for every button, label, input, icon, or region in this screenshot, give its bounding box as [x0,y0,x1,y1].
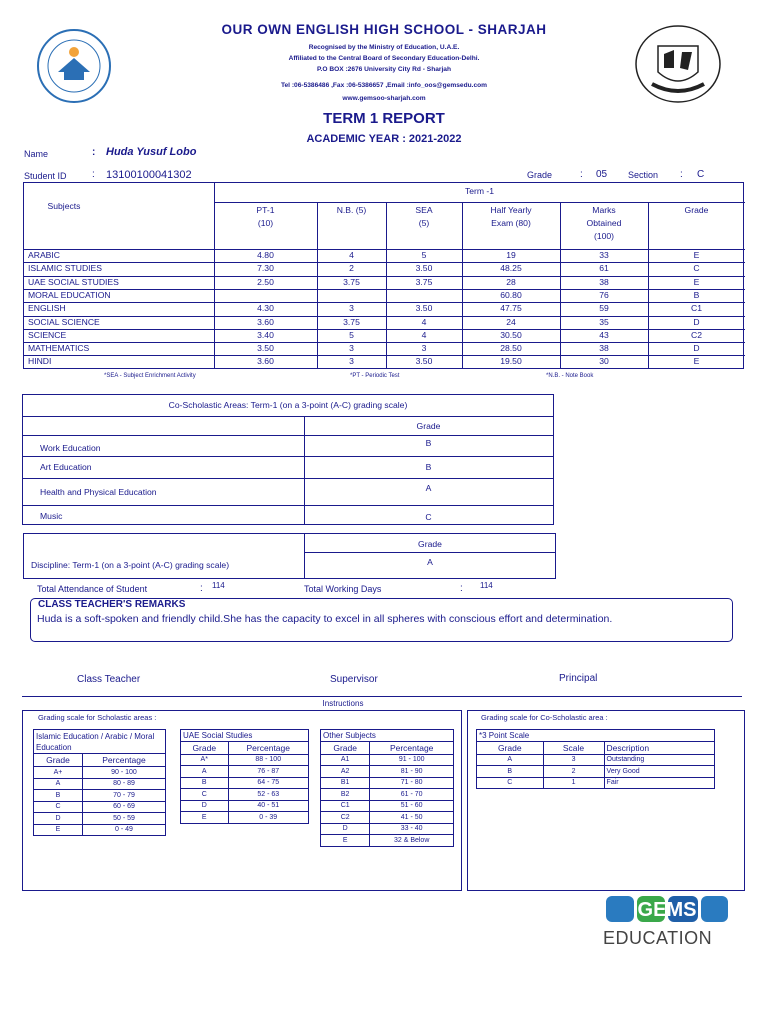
subject-name: ARABIC [28,250,60,260]
cell-hy: 19.50 [500,356,522,367]
gems-logo [604,894,730,924]
table-row [34,801,166,813]
recognised-line: Recognised by the Ministry of Education, U.A.E. [308,44,460,51]
table-row [181,777,309,789]
scholastic-table [23,182,744,369]
table-cell: B1 [321,777,370,789]
table-cell: 70 - 79 [82,790,165,802]
cell-hy: 60.80 [500,289,522,300]
subject-name: MATHEMATICS [28,343,90,354]
discipline-grade: A [427,557,433,567]
co-area-art-education: Art Education [40,462,92,472]
cell-grade: E [693,250,700,260]
other-percentage-header: Percentage [370,741,454,754]
table-cell: Outstanding [604,754,714,766]
table-row [181,800,309,812]
term-header: Term -1 [464,186,495,196]
cell-marks: 43 [599,329,609,340]
table-row [24,249,745,262]
cell-nb: 5 [349,329,354,340]
table-cell: 32 & Below [370,835,454,847]
gems-wordmark: GEMS [637,899,697,921]
co-scholastic-table [22,394,554,525]
student-id: 13100100041302 [106,169,192,181]
table-cell: C [181,789,229,801]
cell-sea: 4 [421,316,427,327]
cell-nb: 3.75 [343,276,360,287]
table-row [34,813,166,825]
other-grade-header: Grade [321,741,370,754]
subject-name: MORAL EDUCATION [28,289,111,300]
table-cell: A [181,766,229,778]
uae-percentage-header: Percentage [228,741,308,754]
cell-sea: 3.50 [415,356,433,367]
islamic-percentage-header: Percentage [82,754,165,767]
working-days-value: 114 [480,581,493,590]
table-row [321,823,454,835]
table-row [24,262,745,275]
cell-nb: 3 [349,303,354,314]
table-cell: A* [181,754,229,766]
table-cell: 3 [543,754,604,766]
table-row [321,777,454,789]
school-name: OUR OWN ENGLISH HIGH SCHOOL - SHARJAH [221,22,547,37]
instructions-divider [22,696,742,697]
table-row [181,812,309,824]
report-title: TERM 1 REPORT [323,110,445,127]
cell-nb: 3.75 [343,316,360,327]
note-sea: *SEA - Subject Enrichment Activity [104,373,196,379]
table-row [24,316,745,329]
scholastic-grading-caption: Grading scale for Scholastic areas : [38,713,157,722]
table-cell: 81 - 90 [370,766,454,778]
attendance-value: 114 [212,581,225,590]
student-grade: 05 [596,169,608,180]
subject-name: SCIENCE [28,329,67,340]
co-grade-health-pe: A [425,483,432,493]
cell-pt: 4.80 [257,250,274,260]
cell-nb: 2 [349,263,354,274]
table-row [34,790,166,802]
table-cell: 41 - 50 [370,812,454,824]
student-section: C [697,169,705,180]
cell-grade: B [693,289,700,300]
table-row [24,302,745,315]
table-cell: 61 - 70 [370,789,454,801]
cell-marks: 59 [599,303,609,314]
note-pt: *PT - Periodic Test [350,373,400,379]
table-cell: C [477,777,544,789]
tp-scale-header: Scale [543,741,604,754]
working-days-colon: : [460,583,463,594]
cell-marks: 33 [599,250,609,260]
table-row [24,289,745,302]
cell-hy: 24 [506,316,516,327]
cell-pt: 2.50 [257,276,274,287]
affiliated-line: Affiliated to the Central Board of Secondary Education-Delhi. [288,55,480,62]
table-cell: C [34,801,83,813]
attendance-colon: : [200,583,203,594]
cell-grade: C1 [691,303,702,314]
working-days-label: Total Working Days [304,584,382,594]
table-cell: E [181,812,229,824]
table-cell: 33 - 40 [370,823,454,835]
table-cell: 1 [543,777,604,789]
gems-education-text: EDUCATION [603,928,713,948]
col-grade-header: Grade [684,205,709,215]
table-cell: A1 [321,754,370,766]
table-cell: 50 - 59 [82,813,165,825]
cell-nb: 4 [349,250,354,260]
discipline-grade-header: Grade [418,539,442,549]
islamic-grading-table [33,729,166,836]
table-cell: A [477,754,544,766]
cell-pt: 3.50 [257,343,274,354]
subject-name: ENGLISH [28,303,66,314]
table-cell: E [321,835,370,847]
table-cell: D [34,813,83,825]
table-cell: B [34,790,83,802]
uae-grading-title: UAE Social Studies [181,730,309,742]
name-label: Name [24,149,49,159]
table-cell: 91 - 100 [370,754,454,766]
cell-nb: 3 [349,356,354,367]
cell-grade: E [693,356,700,367]
cell-hy: 19 [506,250,516,260]
table-cell: 40 - 51 [228,800,308,812]
table-cell: 88 - 100 [228,754,308,766]
table-row [181,754,309,766]
cell-grade: E [693,276,700,287]
remarks-title: CLASS TEACHER'S REMARKS [38,599,186,610]
table-row [24,329,745,342]
table-row [24,355,745,368]
cell-sea: 5 [421,250,427,260]
cell-hy: 48.25 [500,263,522,274]
col-sea-header: SEA (5) [415,205,433,228]
grade-label: Grade [527,170,553,180]
subjects-header: Subjects [47,201,81,211]
table-row [477,754,715,766]
table-row [477,777,715,789]
cell-grade: D [693,343,700,354]
section-colon: : [680,169,683,180]
cell-nb: 3 [349,343,354,354]
student-name: Huda Yusuf Lobo [106,146,197,158]
table-cell: A [34,778,83,790]
table-cell: 2 [543,766,604,778]
cell-pt: 3.60 [257,316,274,327]
table-row [34,767,166,779]
table-cell: 51 - 60 [370,800,454,812]
website-line: www.gemsoo-sharjah.com [342,95,426,102]
table-cell: 0 - 49 [82,824,165,836]
cell-grade: C2 [691,329,702,340]
table-cell: Very Good [604,766,714,778]
principal-signature: Principal [559,673,598,684]
table-row [321,789,454,801]
cell-pt: 3.60 [257,356,274,367]
table-cell: 60 - 69 [82,801,165,813]
discipline-table [23,533,556,579]
cell-grade: C [693,263,700,274]
cell-hy: 30.50 [500,329,522,340]
subject-name: SOCIAL SCIENCE [28,316,100,327]
table-row [24,342,745,355]
cell-sea: 3.75 [415,276,433,287]
instructions-title: Instructions [322,699,364,708]
table-row [24,276,745,289]
tp-description-header: Description [604,741,714,754]
cell-marks: 38 [599,343,609,354]
table-row [321,835,454,847]
co-grade-art-education: B [425,462,432,472]
discipline-label: Discipline: Term-1 (on a 3-point (A-C) grading scale) [31,560,230,570]
table-cell: C2 [321,812,370,824]
subject-name: HINDI [28,356,52,367]
cell-marks: 35 [599,316,609,327]
table-cell: B [477,766,544,778]
attendance-label: Total Attendance of Student [37,584,148,594]
table-cell: D [321,823,370,835]
cell-sea: 4 [421,329,427,340]
table-row [321,754,454,766]
table-cell: 0 - 39 [228,812,308,824]
class-teacher-signature: Class Teacher [77,674,141,685]
col-half-yearly-header: Half Yearly Exam (80) [490,205,532,228]
table-row [181,766,309,778]
table-cell: 64 - 75 [228,777,308,789]
table-cell: E [34,824,83,836]
cell-hy: 47.75 [500,303,522,314]
co-scholastic-title: Co-Scholastic Areas: Term-1 (on a 3-point (A-C) grading scale) [168,400,408,410]
uae-grade-header: Grade [181,741,229,754]
table-cell: C1 [321,800,370,812]
section-label: Section [628,170,659,180]
co-area-health-pe: Health and Physical Education [40,487,157,497]
islamic-grade-header: Grade [34,754,83,767]
co-area-music: Music [40,511,63,521]
cell-marks: 30 [599,356,609,367]
cell-grade: D [693,316,700,327]
subject-name: ISLAMIC STUDIES [28,263,103,274]
table-row [321,812,454,824]
co-grade-music: C [425,512,432,522]
table-cell: B2 [321,789,370,801]
other-grading-table [320,729,454,847]
col-nb-header: N.B. (5) [336,205,367,215]
cell-marks: 76 [599,289,609,300]
cell-sea: 3.50 [415,263,433,274]
cell-sea: 3.50 [415,303,433,314]
tp-grade-header: Grade [477,741,544,754]
remarks-text: Huda is a soft-spoken and friendly child.She has the capacity to excel in all spheres with conscious effort and determination. [37,613,613,625]
table-cell: A+ [34,767,83,779]
table-cell: 76 - 87 [228,766,308,778]
islamic-grading-title: Islamic Education / Arabic / Moral Education [34,730,166,754]
student-id-label: Student ID [24,171,67,181]
table-row [321,766,454,778]
name-colon: : [92,147,96,158]
three-point-table [476,729,715,789]
co-area-work-education: Work Education [40,443,101,453]
supervisor-signature: Supervisor [330,674,378,685]
id-colon: : [92,169,95,180]
cell-pt: 3.40 [257,329,274,340]
co-grading-caption: Grading scale for Co-Scholastic area : [481,713,608,722]
cell-pt: 7.30 [257,263,274,274]
table-cell: 80 - 89 [82,778,165,790]
po-box-line: P.O BOX :2676 University City Rd - Sharjah [317,66,451,73]
table-row [34,778,166,790]
cell-marks: 38 [599,276,609,287]
co-grade-work-education: B [425,438,432,448]
cell-pt: 4.30 [257,303,274,314]
table-row [477,766,715,778]
table-row [34,824,166,836]
subject-name: UAE SOCIAL STUDIES [28,276,119,287]
three-point-title: *3 Point Scale [477,730,715,742]
col-marks-header: Marks Obtained (100) [586,205,622,241]
col-pt1-header: PT-1 (10) [256,205,275,228]
cell-hy: 28 [506,276,516,287]
academic-year: ACADEMIC YEAR : 2021-2022 [306,133,462,145]
co-grade-header: Grade [416,421,441,431]
table-row [321,800,454,812]
grade-colon: : [580,169,583,180]
table-cell: 90 - 100 [82,767,165,779]
cell-hy: 28.50 [500,343,522,354]
table-cell: 71 - 80 [370,777,454,789]
table-cell: D [181,800,229,812]
table-cell: Fair [604,777,714,789]
table-cell: B [181,777,229,789]
table-cell: 52 - 63 [228,789,308,801]
contact-line: Tel :06-5386486 ,Fax :06-5386657 ,Email :info_oos@gemsedu.com [280,82,488,89]
other-grading-title: Other Subjects [321,730,454,742]
note-nb: *N.B. - Note Book [546,373,594,379]
table-row [181,789,309,801]
cell-marks: 61 [599,263,609,274]
uae-grading-table [180,729,309,824]
cell-sea: 3 [421,343,427,354]
table-cell: A2 [321,766,370,778]
